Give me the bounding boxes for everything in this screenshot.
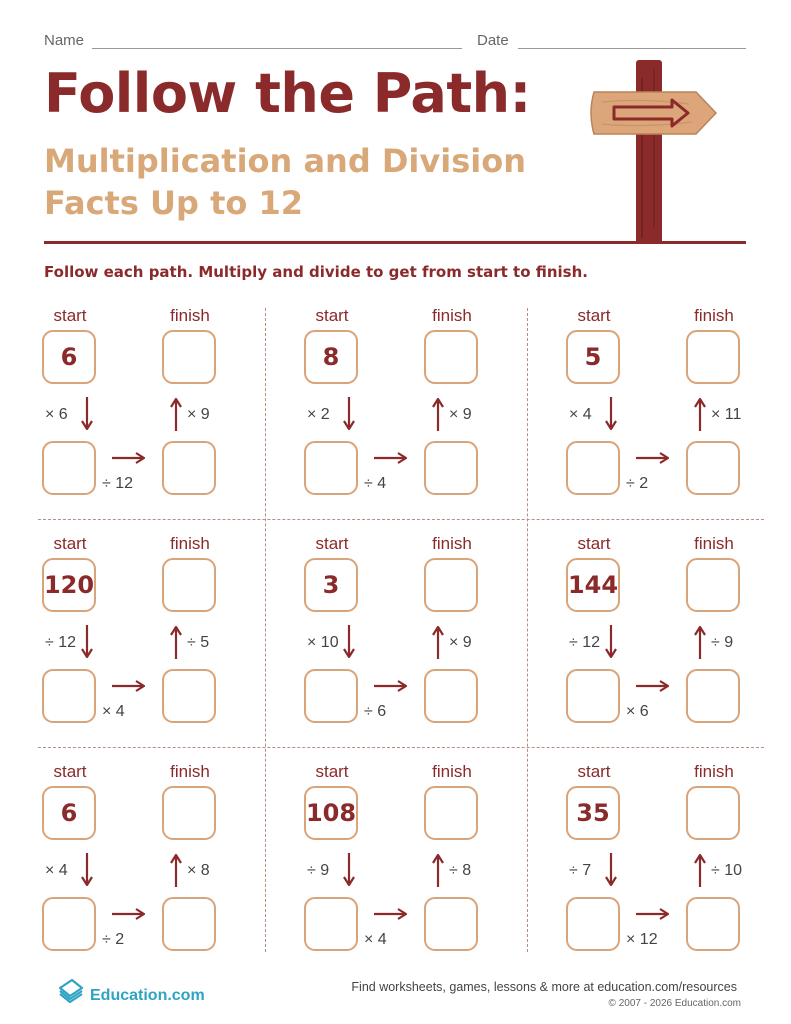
step-answer-box[interactable]: [42, 669, 96, 723]
step-answer-box[interactable]: [304, 897, 358, 951]
operation-label: ÷ 9: [711, 634, 734, 651]
finish-label: finish: [694, 534, 734, 553]
step-answer-box[interactable]: [162, 441, 216, 495]
path-puzzle: [304, 528, 544, 738]
arrow-right-icon: [374, 452, 408, 464]
arrow-down-icon: [343, 625, 355, 659]
arrow-right-icon: [112, 452, 146, 464]
step-answer-box[interactable]: [42, 441, 96, 495]
instructions: Follow each path. Multiply and divide to get from start to finish.: [44, 263, 588, 281]
arrow-right-icon: [374, 680, 408, 692]
operation-label: ÷ 4: [364, 475, 387, 492]
arrow-right-icon: [636, 908, 670, 920]
arrow-down-icon: [81, 625, 93, 659]
arrow-right-icon: [112, 908, 146, 920]
operation-label: ÷ 12: [569, 634, 601, 651]
start-box: 144: [566, 558, 620, 612]
finish-answer-box[interactable]: [686, 330, 740, 384]
finish-answer-box[interactable]: [424, 330, 478, 384]
start-label: start: [315, 306, 349, 325]
step-answer-box[interactable]: [162, 669, 216, 723]
arrow-down-icon: [605, 853, 617, 887]
arrow-up-icon: [170, 625, 182, 659]
arrow-right-icon: [636, 680, 670, 692]
name-label: Name: [44, 32, 85, 49]
education-logo[interactable]: [56, 976, 206, 1008]
start-label: start: [53, 534, 87, 553]
footer-copyright: © 2007 - 2026 Education.com: [608, 998, 741, 1009]
path-puzzle: [304, 756, 544, 966]
start-label: start: [577, 762, 611, 781]
step-answer-box[interactable]: [424, 441, 478, 495]
name-date-row: [44, 30, 746, 52]
operation-label: ÷ 12: [102, 475, 134, 492]
date-label: Date: [477, 32, 509, 49]
operation-label: × 4: [102, 703, 125, 720]
operation-label: × 9: [449, 406, 472, 423]
operation-label: × 11: [711, 406, 742, 423]
start-box: 8: [304, 330, 358, 384]
arrow-down-icon: [605, 397, 617, 431]
step-answer-box[interactable]: [304, 669, 358, 723]
path-puzzle: [566, 756, 791, 966]
arrow-up-icon: [170, 853, 182, 887]
arrow-up-icon: [432, 853, 444, 887]
operation-label: ÷ 6: [364, 703, 387, 720]
path-puzzle: [42, 756, 282, 966]
finish-label: finish: [170, 762, 210, 781]
finish-answer-box[interactable]: [686, 558, 740, 612]
step-answer-box[interactable]: [566, 441, 620, 495]
education-logo-icon: [56, 976, 86, 1006]
arrow-up-icon: [694, 397, 706, 431]
path-puzzle: [566, 528, 791, 738]
operation-label: × 10: [307, 634, 339, 651]
arrow-right-icon: [112, 680, 146, 692]
finish-answer-box[interactable]: [162, 786, 216, 840]
path-puzzle: [566, 300, 791, 510]
arrow-up-icon: [432, 625, 444, 659]
signpost-illustration: [584, 58, 724, 244]
arrow-up-icon: [694, 625, 706, 659]
subtitle-line-2: Facts Up to 12: [44, 184, 304, 222]
arrow-up-icon: [694, 853, 706, 887]
path-puzzle: [304, 300, 544, 510]
start-box: 108: [304, 786, 358, 840]
operation-label: ÷ 5: [187, 634, 210, 651]
operation-label: ÷ 10: [711, 862, 743, 879]
footer-tagline: Find worksheets, games, lessons & more at education.com/resources: [351, 980, 737, 994]
operation-label: × 6: [45, 406, 68, 423]
page-subtitle: [44, 140, 564, 224]
operation-label: × 6: [626, 703, 649, 720]
page-title: Follow the Path:: [44, 62, 531, 125]
operation-label: × 4: [45, 862, 68, 879]
date-line[interactable]: [518, 48, 746, 49]
step-answer-box[interactable]: [424, 669, 478, 723]
path-puzzle: [42, 300, 282, 510]
operation-label: × 12: [626, 931, 658, 948]
start-box: 120: [42, 558, 96, 612]
step-answer-box[interactable]: [686, 897, 740, 951]
operation-label: × 9: [449, 634, 472, 651]
operation-label: ÷ 9: [307, 862, 330, 879]
row-divider: [38, 519, 764, 520]
finish-label: finish: [694, 306, 734, 325]
arrow-right-icon: [636, 452, 670, 464]
finish-label: finish: [432, 306, 472, 325]
operation-label: ÷ 7: [569, 862, 592, 879]
operation-label: × 4: [569, 406, 592, 423]
name-line[interactable]: [92, 48, 462, 49]
operation-label: × 8: [187, 862, 210, 879]
row-divider: [38, 747, 764, 748]
start-box: 35: [566, 786, 620, 840]
finish-label: finish: [170, 534, 210, 553]
operation-label: ÷ 8: [449, 862, 472, 879]
start-label: start: [577, 534, 611, 553]
step-answer-box[interactable]: [42, 897, 96, 951]
step-answer-box[interactable]: [424, 897, 478, 951]
step-answer-box[interactable]: [686, 669, 740, 723]
step-answer-box[interactable]: [686, 441, 740, 495]
operation-label: × 9: [187, 406, 210, 423]
operation-label: ÷ 2: [102, 931, 125, 948]
path-puzzle: [42, 528, 282, 738]
brand-name: Education.com: [90, 987, 205, 1004]
step-answer-box[interactable]: [304, 441, 358, 495]
subtitle-line-1: Multiplication and Division: [44, 142, 526, 180]
operation-label: ÷ 2: [626, 475, 649, 492]
start-label: start: [315, 762, 349, 781]
operation-label: × 4: [364, 931, 387, 948]
arrow-down-icon: [81, 397, 93, 431]
finish-label: finish: [694, 762, 734, 781]
start-label: start: [53, 306, 87, 325]
start-label: start: [315, 534, 349, 553]
operation-label: ÷ 12: [45, 634, 77, 651]
start-label: start: [577, 306, 611, 325]
arrow-down-icon: [343, 853, 355, 887]
operation-label: × 2: [307, 406, 330, 423]
arrow-down-icon: [343, 397, 355, 431]
start-box: 5: [566, 330, 620, 384]
finish-answer-box[interactable]: [686, 786, 740, 840]
start-label: start: [53, 762, 87, 781]
header-divider: [44, 241, 746, 244]
step-answer-box[interactable]: [566, 669, 620, 723]
finish-answer-box[interactable]: [162, 330, 216, 384]
arrow-up-icon: [170, 397, 182, 431]
arrow-down-icon: [605, 625, 617, 659]
start-box: 3: [304, 558, 358, 612]
finish-answer-box[interactable]: [424, 558, 478, 612]
arrow-down-icon: [81, 853, 93, 887]
finish-answer-box[interactable]: [424, 786, 478, 840]
start-box: 6: [42, 330, 96, 384]
arrow-right-icon: [374, 908, 408, 920]
finish-label: finish: [170, 306, 210, 325]
start-box: 6: [42, 786, 96, 840]
arrow-up-icon: [432, 397, 444, 431]
finish-label: finish: [432, 762, 472, 781]
step-answer-box[interactable]: [566, 897, 620, 951]
finish-answer-box[interactable]: [162, 558, 216, 612]
step-answer-box[interactable]: [162, 897, 216, 951]
finish-label: finish: [432, 534, 472, 553]
puzzle-grid: [20, 300, 772, 960]
